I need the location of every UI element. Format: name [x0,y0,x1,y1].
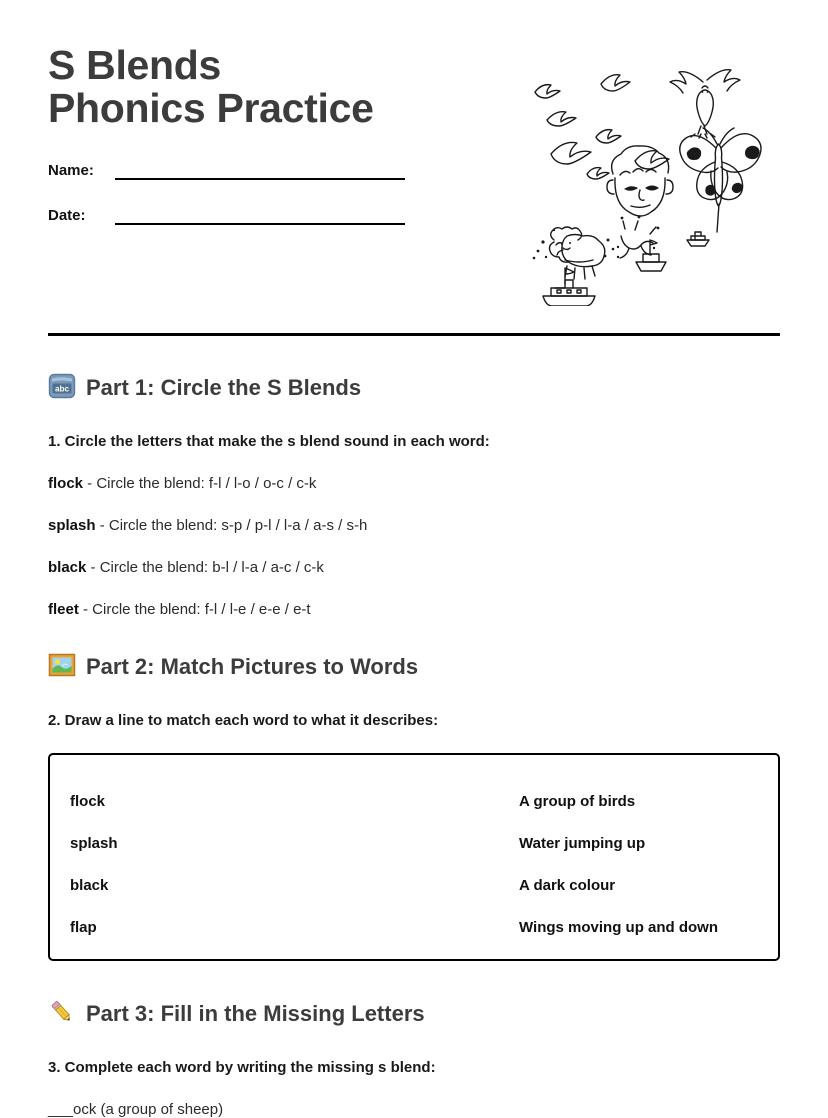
section-part-3 [48,998,780,1118]
page-title: S Blends Phonics Practice [48,42,374,132]
blend-word: fleet [48,601,79,618]
section-1-instruction: 1. Circle the letters that make the s blend sound in each word: [48,433,490,450]
section-2-heading [48,651,780,684]
blend-prompt[interactable]: - Circle the blend: s-p / p-l / l-a / a-s / s-h [95,517,368,534]
match-row[interactable] [70,793,756,810]
blend-item [48,601,780,618]
section-3-title: Part 3: Fill in the Missing Letters [86,1001,425,1027]
svg-text:abc: abc [54,384,70,394]
sheep-icon [550,227,605,279]
name-label: Name: [48,162,94,180]
blend-item [48,517,780,534]
blend-prompt[interactable]: - Circle the blend: f-l / l-o / o-c / c-k [83,475,317,492]
match-word[interactable]: splash [70,835,118,852]
worksheet-content [48,372,780,1118]
match-word[interactable]: flap [70,919,97,936]
section-2-instruction: 2. Draw a line to match each word to what it describes: [48,712,439,729]
section-2-title: Part 2: Match Pictures to Words [86,654,419,680]
section-part-1 [48,372,780,618]
framed-picture-icon [48,651,76,684]
blend-word: black [48,559,87,576]
blend-prompt[interactable]: - Circle the blend: b-l / l-a / a-c / c-k [86,559,324,576]
pencil-icon [48,998,76,1031]
blend-item [48,475,780,492]
match-meaning[interactable]: A dark colour [519,877,616,894]
name-field-row [48,156,508,180]
name-input-line[interactable] [115,178,405,180]
fill-blank-item[interactable]: ___ock (a group of sheep) [48,1101,224,1118]
match-meaning[interactable]: A group of birds [519,793,636,810]
section-3-instruction: 3. Complete each word by writing the missing s blend: [48,1059,436,1076]
splash-dots [533,229,620,259]
blend-item [48,559,780,576]
date-field-row [48,201,508,225]
abc-blocks-icon [48,372,76,405]
header-illustration [521,44,789,306]
header-divider [48,333,780,336]
section-1-title: Part 1: Circle the S Blends [86,375,362,401]
match-meaning[interactable]: Water jumping up [519,835,646,852]
section-1-heading [48,372,780,405]
match-row[interactable] [70,919,756,936]
match-row[interactable] [70,835,756,852]
match-word[interactable]: flock [70,793,106,810]
boat-large-icon [543,268,595,306]
splash-icon [617,216,660,258]
match-word[interactable]: black [70,877,109,894]
matching-box[interactable] [48,753,780,961]
blend-word: splash [48,517,96,534]
boat-small-icon [687,232,709,246]
section-3-heading [48,998,780,1031]
blend-word: flock [48,475,84,492]
worksheet-header [48,44,508,225]
date-label: Date: [48,207,86,225]
butterfly-icon [680,128,761,232]
match-row[interactable] [70,877,756,894]
bird-doodle [535,75,669,179]
date-input-line[interactable] [115,223,405,225]
section-part-2 [48,651,780,961]
bird-large-icon [670,70,740,138]
blend-prompt[interactable]: - Circle the blend: f-l / l-e / e-e / e-t [78,601,311,618]
match-meaning[interactable]: Wings moving up and down [519,919,719,936]
